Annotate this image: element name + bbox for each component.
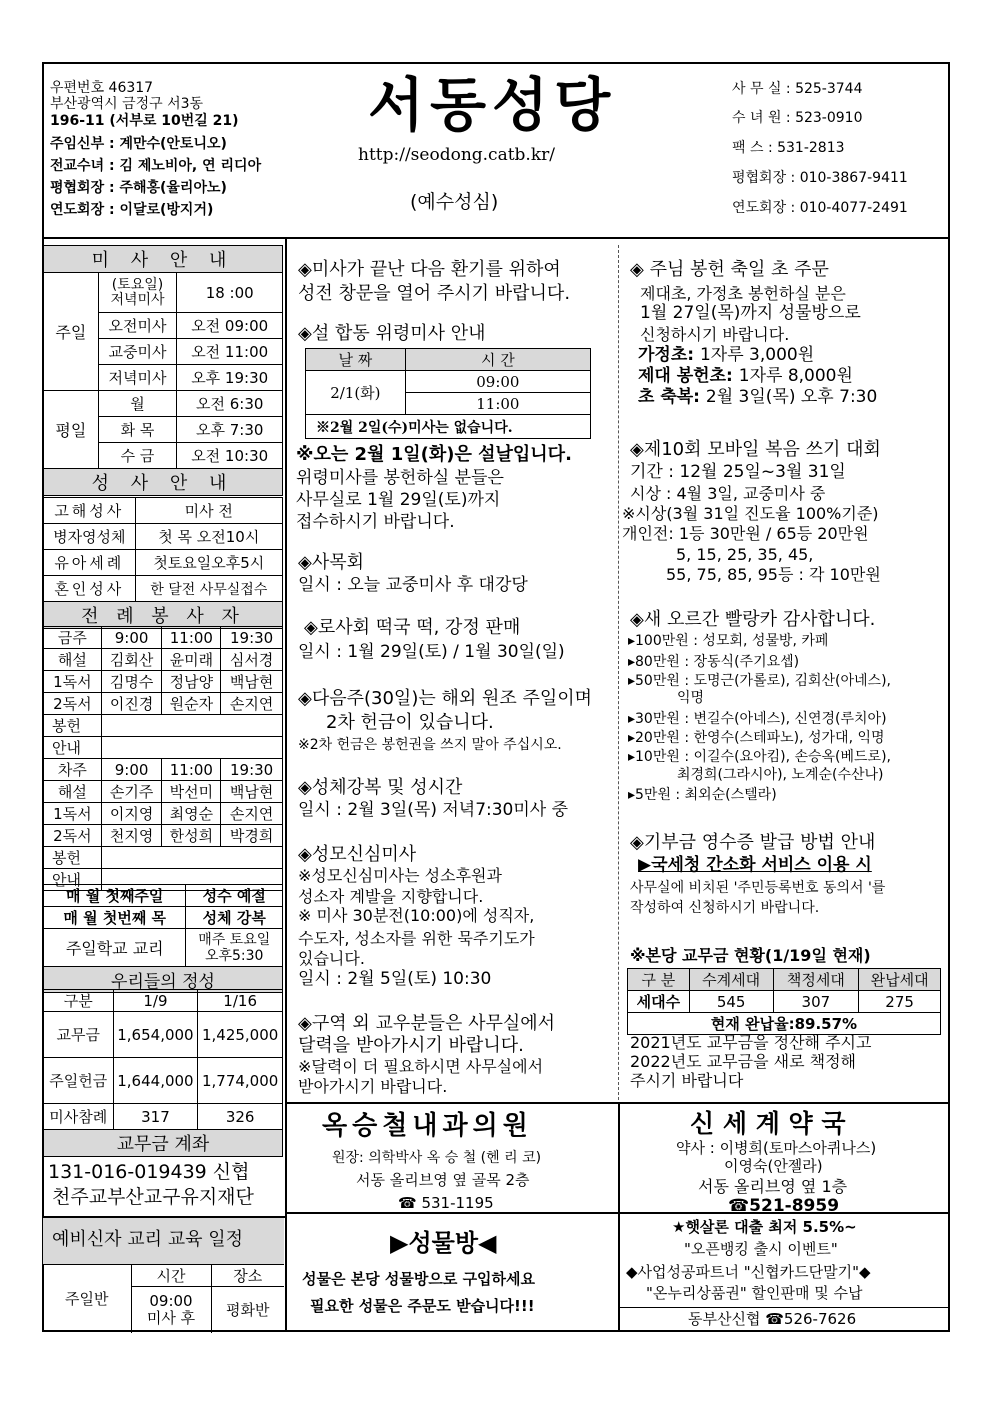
organ-thanks-line: ▸20만원 : 한영수(스테파노), 성가대, 익명 bbox=[628, 730, 885, 746]
server-cell: 봉헌 bbox=[44, 715, 102, 737]
candle-line: 1월 27일(목)까지 성물방으로 bbox=[640, 303, 861, 323]
bible-contest-line: ※시상(3월 31일 진도율 100%기준) bbox=[622, 504, 879, 523]
shop-title: ▶성물방◀ bbox=[390, 1229, 497, 1257]
dues-header: 구 분 bbox=[628, 969, 690, 991]
office-phone: 사 무 실 : 525-3744 bbox=[732, 81, 863, 97]
lunar-notice-line3: 사무실로 1월 29일(토)까지 bbox=[296, 490, 501, 510]
candle-item-label: 가정초: bbox=[638, 345, 700, 365]
dues-header: 완납세대 bbox=[859, 969, 941, 991]
liturgical-day: (예수성심) bbox=[410, 191, 499, 213]
servers-title: 전 례 봉 사 자 bbox=[44, 602, 283, 629]
server-cell: 안내 bbox=[44, 869, 102, 891]
rosary-sale-title: ◈로사회 떡국 떡, 강정 판매 bbox=[304, 617, 521, 638]
server-cell: 1독서 bbox=[44, 803, 102, 825]
pharmacy-pharmacist: 약사 : 이병희(토마스아퀴나스) bbox=[676, 1139, 877, 1157]
lunar-notice-line2: 위령미사를 봉헌하실 분들은 bbox=[296, 468, 504, 488]
calendar-line: ※달력이 더 필요하시면 사무실에서 bbox=[298, 1057, 544, 1076]
organ-thanks-title: ◈새 오르간 빨랑카 감사합니다. bbox=[630, 609, 876, 630]
organ-thanks-line: ▸30만원 : 변길수(아네스), 신연경(루치아) bbox=[628, 711, 887, 727]
clinic-doctor: 원장: 의학박사 옥 승 철 (헨 리 코) bbox=[332, 1150, 542, 1166]
shop-line: 성물은 본당 성물방으로 구입하세요 bbox=[302, 1270, 536, 1288]
server-cell: 9:00 bbox=[101, 627, 162, 649]
memorial-note: ※2월 2일(수)미사는 없습니다. bbox=[306, 415, 591, 439]
sacrament-row-value: 첫 목 오전10시 bbox=[135, 524, 282, 550]
memorial-date: 2/1(화) bbox=[306, 371, 406, 415]
catechumen-title: 예비신자 교리 교육 일정 bbox=[52, 1229, 244, 1250]
candle-title: ◈ 주님 봉헌 축일 초 주문 bbox=[630, 259, 829, 280]
sacrament-row-label: 고해성사 bbox=[44, 498, 136, 524]
server-cell: 백남현 bbox=[221, 781, 283, 803]
server-cell: 해설 bbox=[44, 781, 102, 803]
weekday-tuethu-time: 오후 7:30 bbox=[177, 417, 283, 443]
bible-contest-line: 개인전: 1등 30만원 / 65등 20만원 bbox=[622, 524, 869, 543]
memorial-time: 11:00 bbox=[405, 393, 590, 415]
main-mass-label: 교중미사 bbox=[98, 339, 177, 365]
server-cell: 봉헌 bbox=[44, 847, 102, 869]
monthly-table bbox=[43, 884, 283, 993]
sacrament-row-label: 혼인성사 bbox=[44, 576, 136, 602]
bible-contest-line: 시상 : 4월 3일, 교중미사 중 bbox=[630, 484, 826, 503]
server-cell: 차주 bbox=[44, 759, 102, 781]
server-cell: 이지영 bbox=[101, 803, 162, 825]
ads-top-divider bbox=[285, 1102, 950, 1104]
dues-title: ※본당 교무금 현황(1/19일 현재) bbox=[630, 946, 871, 965]
candle-altar bbox=[638, 367, 853, 387]
pastor: 주임신부 : 계만수(안토니오) bbox=[50, 136, 227, 152]
pharmacy-phone: ☎521-8959 bbox=[728, 1196, 840, 1216]
marian-mass-title: ◈성모신심미사 bbox=[298, 844, 417, 865]
dues-table bbox=[627, 968, 941, 1035]
memorial-time: 09:00 bbox=[405, 371, 590, 393]
offering-row-label: 주일헌금 bbox=[44, 1058, 114, 1104]
website-url[interactable]: http://seodong.catb.kr/ bbox=[358, 145, 555, 165]
calendar-title: ◈구역 외 교우분들은 사무실에서 bbox=[298, 1013, 556, 1034]
bank-event: "오픈뱅킹 출시 이벤트" bbox=[684, 1240, 838, 1258]
receipt-line: 작성하여 신청하시기 바랍니다. bbox=[630, 900, 820, 916]
organ-thanks-line: ▸5만원 : 최외순(스텔라) bbox=[628, 787, 777, 803]
weekday-mon-label: 월 bbox=[98, 391, 177, 417]
server-cell: 정남양 bbox=[162, 671, 221, 693]
server-cell bbox=[101, 737, 282, 759]
catechumen-label: 주일반 bbox=[43, 1265, 131, 1333]
monthly-label: 매 월 첫째주일 bbox=[44, 885, 186, 907]
server-cell: 11:00 bbox=[162, 627, 221, 649]
evening-mass-label: 저녁미사 bbox=[98, 365, 177, 391]
weekday-wedfri-time: 오전 10:30 bbox=[177, 443, 283, 469]
lunar-notice-line4: 접수하시기 바랍니다. bbox=[296, 512, 455, 532]
bank-name-phone: 동부산신협 ☎526-7626 bbox=[688, 1310, 857, 1328]
catechumen-time: 09:00 미사 후 bbox=[131, 1287, 211, 1333]
server-cell: 한성희 bbox=[162, 825, 221, 847]
server-cell: 윤미래 bbox=[162, 649, 221, 671]
server-cell: 안내 bbox=[44, 737, 102, 759]
sunday-label: 주일 bbox=[44, 273, 99, 391]
second-collection-note: ※2차 헌금은 봉헌권을 쓰지 말아 주십시오. bbox=[298, 737, 562, 753]
ad-col-divider bbox=[618, 1102, 620, 1332]
server-cell: 손기주 bbox=[101, 781, 162, 803]
dues-header: 책정세대 bbox=[773, 969, 859, 991]
server-cell: 박경희 bbox=[221, 825, 283, 847]
mid-col-divider bbox=[618, 245, 619, 1100]
address-line2: 196-11 (서부로 10번길 21) bbox=[50, 113, 239, 129]
council-phone: 평협회장 : 010-3867-9411 bbox=[732, 170, 908, 186]
benediction-time: 일시 : 2월 3일(목) 저녁7:30미사 중 bbox=[298, 800, 569, 820]
yeondo-phone: 연도회장 : 010-4077-2491 bbox=[732, 200, 908, 216]
offering-header: 1/9 bbox=[113, 990, 198, 1012]
address-line1: 부산광역시 금정구 서3동 bbox=[50, 96, 204, 112]
offering-value: 1,644,000 bbox=[113, 1058, 198, 1104]
morning-mass-label: 오전미사 bbox=[98, 313, 177, 339]
server-cell: 해설 bbox=[44, 649, 102, 671]
council-meeting-title: ◈사목회 bbox=[298, 552, 365, 573]
servers-table bbox=[43, 626, 283, 891]
monthly-value: 성체 강복 bbox=[186, 907, 283, 929]
bank-divider bbox=[618, 1307, 950, 1308]
offering-value: 317 bbox=[113, 1104, 198, 1130]
memorial-mass-table bbox=[305, 348, 591, 439]
church-name: 서동성당 bbox=[368, 71, 617, 139]
clinic-name: 옥승철내과의원 bbox=[322, 1111, 533, 1141]
clinic-address: 서동 올리브영 옆 골목 2층 bbox=[356, 1171, 530, 1189]
yeondo-president: 연도회장 : 이달로(방지거) bbox=[50, 202, 214, 218]
candle-line: 제대초, 가정초 봉헌하실 분은 bbox=[640, 284, 846, 303]
offering-table bbox=[43, 989, 283, 1157]
left-col-divider bbox=[285, 237, 287, 1332]
dues-rate: 현재 완납율:89.57% bbox=[628, 1013, 941, 1035]
server-cell: 2독서 bbox=[44, 825, 102, 847]
memorial-header: 시 간 bbox=[405, 349, 590, 371]
candle-blessing bbox=[638, 388, 877, 408]
sacrament-row-value: 미사 전 bbox=[135, 498, 282, 524]
account-owner: 천주교부산교구유지재단 bbox=[52, 1186, 254, 1208]
fax: 팩 스 : 531-2813 bbox=[732, 140, 845, 156]
offering-row-label: 미사참례 bbox=[44, 1104, 114, 1130]
benediction-title: ◈성체강복 및 성시간 bbox=[298, 777, 463, 798]
catechumen-header: 시간 bbox=[131, 1265, 211, 1287]
server-cell bbox=[101, 847, 282, 869]
offering-value: 1,425,000 bbox=[198, 1012, 283, 1058]
weekday-mon-time: 오전 6:30 bbox=[177, 391, 283, 417]
candle-item-value: 2월 3일(목) 오후 7:30 bbox=[705, 387, 878, 407]
offering-value: 1,774,000 bbox=[198, 1058, 283, 1104]
sacrament-table bbox=[43, 497, 283, 629]
offering-header: 구분 bbox=[44, 990, 114, 1012]
sacrament-row-label: 유아세례 bbox=[44, 550, 136, 576]
monthly-label: 매 월 첫번째 목 bbox=[44, 907, 186, 929]
memorial-header: 날 짜 bbox=[306, 349, 406, 371]
sunday-school-label: 주일학교 교리 bbox=[44, 929, 186, 967]
sacrament-row-value: 한 달전 사무실접수 bbox=[135, 576, 282, 602]
server-cell: 19:30 bbox=[221, 627, 283, 649]
main-mass-time: 오전 11:00 bbox=[177, 339, 283, 365]
dues-cell: 275 bbox=[859, 991, 941, 1013]
clinic-phone: ☎ 531-1195 bbox=[398, 1194, 494, 1212]
account-number: 131-016-019439 신협 bbox=[48, 1161, 250, 1183]
memorial-mass-title: ◈설 합동 위령미사 안내 bbox=[298, 323, 486, 344]
server-cell: 최영순 bbox=[162, 803, 221, 825]
sacrament-row-value: 첫토요일오후5시 bbox=[135, 550, 282, 576]
marian-mass-line: ※성모신심미사는 성소후원과 bbox=[298, 866, 502, 885]
bible-contest-line: 5, 15, 25, 35, 45, bbox=[676, 545, 814, 564]
server-cell: 박선미 bbox=[162, 781, 221, 803]
second-collection-line: 2차 헌금이 있습니다. bbox=[326, 712, 494, 733]
convent-phone: 수 녀 원 : 523-0910 bbox=[732, 110, 863, 126]
bible-contest-line: 기간 : 12월 25일~3월 31일 bbox=[630, 462, 846, 482]
pharmacy-name: 신 세 계 약 국 bbox=[690, 1109, 846, 1138]
calendar-line: 달력을 받아가시기 바랍니다. bbox=[298, 1035, 524, 1056]
dues-cell: 545 bbox=[689, 991, 773, 1013]
saturday-mass-time: 18 :00 bbox=[177, 273, 283, 313]
server-cell: 김회산 bbox=[101, 649, 162, 671]
server-cell: 손지연 bbox=[221, 693, 283, 715]
bank-voucher: "온누리상품권" 할인판매 및 수납 bbox=[646, 1284, 863, 1302]
organ-thanks-line: ▸50만원 : 도명근(가롤로), 김회산(아네스), bbox=[628, 673, 891, 689]
server-cell: 11:00 bbox=[162, 759, 221, 781]
weekday-label: 평일 bbox=[44, 391, 99, 469]
pharmacy-pharmacist2: 이영숙(안젤라) bbox=[724, 1157, 823, 1175]
organ-thanks-line: ▸100만원 : 성모회, 성물방, 카페 bbox=[628, 633, 829, 649]
organ-thanks-line: ▸10만원 : 이길수(요아킴), 손승옥(베드로), bbox=[628, 749, 891, 765]
evening-mass-time: 오후 19:30 bbox=[177, 365, 283, 391]
candle-line: 신청하시기 바랍니다. bbox=[640, 325, 790, 344]
receipt-title: ◈기부금 영수증 발급 방법 안내 bbox=[630, 832, 876, 853]
second-collection-title: ◈다음주(30일)는 해외 원조 주일이며 bbox=[298, 688, 592, 709]
candle-item-label: 제대 봉헌초: bbox=[638, 366, 739, 386]
server-cell: 금주 bbox=[44, 627, 102, 649]
bank-loan: ★햇살론 대출 최저 5.5%~ bbox=[672, 1218, 857, 1236]
receipt-sub: ▶국세청 간소화 서비스 이용 시 bbox=[638, 855, 872, 875]
weekday-tuethu-label: 화 목 bbox=[98, 417, 177, 443]
dues-line: 주시기 바랍니다 bbox=[630, 1071, 744, 1090]
server-cell: 천지영 bbox=[101, 825, 162, 847]
dues-cell: 307 bbox=[773, 991, 859, 1013]
server-cell: 김명수 bbox=[101, 671, 162, 693]
sisters: 전교수녀 : 김 제노비아, 연 리디아 bbox=[50, 158, 262, 174]
marian-mass-time: 일시 : 2월 5일(토) 10:30 bbox=[298, 969, 492, 989]
sacrament-row-label: 병자영성체 bbox=[44, 524, 136, 550]
organ-thanks-line: 최경희(그라시아), 노계순(수산나) bbox=[628, 767, 884, 783]
server-cell: 심서경 bbox=[221, 649, 283, 671]
sunday-school-time: 매주 토요일 오후5:30 bbox=[186, 929, 283, 967]
dues-line: 2021년도 교무금을 정산해 주시고 bbox=[630, 1033, 872, 1052]
marian-mass-line: 있습니다. bbox=[298, 949, 365, 968]
dues-line: 2022년도 교무금을 새로 책정해 bbox=[630, 1052, 856, 1071]
organ-thanks-line: ▸80만원 : 장동식(주기요셉) bbox=[628, 654, 800, 670]
candle-item-value: 1자루 8,000원 bbox=[738, 366, 853, 386]
offering-row-label: 교무금 bbox=[44, 1012, 114, 1058]
server-cell: 9:00 bbox=[101, 759, 162, 781]
calendar-line: 받아가시기 바랍니다. bbox=[298, 1077, 448, 1096]
candle-item-label: 초 축복: bbox=[638, 387, 706, 407]
bible-contest-title: ◈제10회 모바일 복음 쓰기 대회 bbox=[630, 439, 881, 460]
server-cell: 19:30 bbox=[221, 759, 283, 781]
offering-value: 1,654,000 bbox=[113, 1012, 198, 1058]
bible-contest-line: 55, 75, 85, 95등 : 각 10만원 bbox=[666, 565, 881, 584]
catechumen-place: 평화반 bbox=[211, 1287, 284, 1333]
organ-thanks-line: 익명 bbox=[628, 690, 705, 706]
mass-title: 미 사 안 내 bbox=[44, 246, 283, 273]
candle-home bbox=[638, 346, 814, 366]
morning-mass-time: 오전 09:00 bbox=[177, 313, 283, 339]
rosary-sale-time: 일시 : 1월 29일(토) / 1월 30일(일) bbox=[298, 642, 565, 662]
offering-title: 우리들의 정성 bbox=[44, 967, 283, 993]
candle-item-value: 1자루 3,000원 bbox=[699, 345, 815, 365]
catechumen-header: 장소 bbox=[211, 1265, 284, 1287]
server-cell: 이진경 bbox=[101, 693, 162, 715]
council-meeting-time: 일시 : 오늘 교중미사 후 대강당 bbox=[298, 575, 528, 595]
offering-header: 1/16 bbox=[198, 990, 283, 1012]
server-cell: 백남현 bbox=[221, 671, 283, 693]
postal-code: 우편번호 46317 bbox=[50, 80, 154, 96]
shop-line: 필요한 성물은 주문도 받습니다!!! bbox=[310, 1297, 535, 1315]
bank-card: ◆사업성공파트너 "신협카드단말기"◆ bbox=[626, 1263, 871, 1281]
catechumen-table bbox=[43, 1264, 284, 1333]
header-divider bbox=[42, 237, 950, 239]
lunar-notice-line1: ※오는 2월 1일(화)은 설날입니다. bbox=[296, 444, 572, 465]
ads-mid-divider bbox=[285, 1212, 950, 1214]
server-cell: 1독서 bbox=[44, 671, 102, 693]
marian-mass-line: 성소자 계발을 지향합니다. bbox=[298, 887, 484, 906]
server-cell: 2독서 bbox=[44, 693, 102, 715]
marian-mass-line: 수도자, 성소자를 위한 묵주기도가 bbox=[298, 929, 535, 948]
notice-ventilation-line2: 성전 창문을 열어 주시기 바랍니다. bbox=[298, 283, 571, 304]
dues-cell: 세대수 bbox=[628, 991, 690, 1013]
council-president: 평협회장 : 주해홍(율리아노) bbox=[50, 180, 227, 196]
sacrament-title: 성 사 안 내 bbox=[44, 469, 283, 496]
marian-mass-line: ※ 미사 30분전(10:00)에 성직자, bbox=[298, 906, 535, 925]
server-cell: 손지연 bbox=[221, 803, 283, 825]
monthly-value: 성수 예절 bbox=[186, 885, 283, 907]
dues-header: 수계세대 bbox=[689, 969, 773, 991]
saturday-mass-label: (토요일) 저녁미사 bbox=[98, 273, 177, 313]
server-cell bbox=[101, 715, 282, 737]
server-cell: 원순자 bbox=[162, 693, 221, 715]
receipt-line: 사무실에 비치된 '주민등록번호 동의서 '를 bbox=[630, 880, 886, 896]
mass-schedule-table bbox=[43, 245, 283, 496]
account-title: 교무금 계좌 bbox=[44, 1130, 283, 1157]
pharmacy-address: 서동 올리브영 옆 1층 bbox=[698, 1177, 848, 1196]
offering-value: 326 bbox=[198, 1104, 283, 1130]
weekday-wedfri-label: 수 금 bbox=[98, 443, 177, 469]
notice-ventilation-line1: ◈미사가 끝난 다음 환기를 위하여 bbox=[298, 259, 561, 280]
